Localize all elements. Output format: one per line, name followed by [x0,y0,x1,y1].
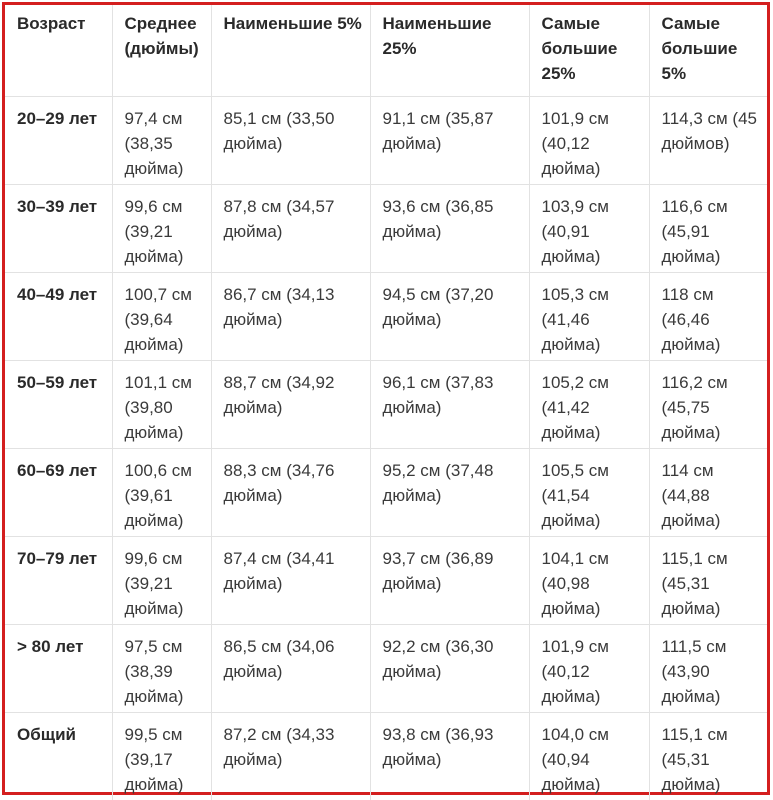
table-cell: 93,6 см (36,85 дюйма) [370,185,529,273]
table-cell: 85,1 см (33,50 дюйма) [211,97,370,185]
table-cell: 104,1 см (40,98 дюйма) [529,537,649,625]
waist-size-table [5,5,767,800]
table-row [5,273,767,361]
row-label: 20–29 лет [5,97,112,185]
table-cell: 87,4 см (34,41 дюйма) [211,537,370,625]
table-cell: 86,5 см (34,06 дюйма) [211,625,370,713]
table-cell: 94,5 см (37,20 дюйма) [370,273,529,361]
column-header-largest-5: Самые большие 5% [649,5,767,97]
table-cell: 105,2 см (41,42 дюйма) [529,361,649,449]
table-cell: 105,5 см (41,54 дюйма) [529,449,649,537]
table-cell: 99,6 см (39,21 дюйма) [112,185,211,273]
table-cell: 86,7 см (34,13 дюйма) [211,273,370,361]
table-row [5,185,767,273]
table-cell: 88,3 см (34,76 дюйма) [211,449,370,537]
row-label: 70–79 лет [5,537,112,625]
table-row [5,449,767,537]
column-header-mean: Среднее (дюймы) [112,5,211,97]
table-cell: 99,6 см (39,21 дюйма) [112,537,211,625]
row-label: > 80 лет [5,625,112,713]
table-row [5,97,767,185]
table-row [5,361,767,449]
table-cell: 87,2 см (34,33 дюйма) [211,713,370,800]
table-cell: 88,7 см (34,92 дюйма) [211,361,370,449]
table-cell: 100,6 см (39,61 дюйма) [112,449,211,537]
table-cell: 116,6 см (45,91 дюйма) [649,185,767,273]
table-cell: 114,3 см (45 дюймов) [649,97,767,185]
column-header-smallest-25: Наименьшие 25% [370,5,529,97]
data-table-frame [2,2,770,795]
table-cell: 92,2 см (36,30 дюйма) [370,625,529,713]
table-row [5,713,767,800]
table-cell: 95,2 см (37,48 дюйма) [370,449,529,537]
table-cell: 101,9 см (40,12 дюйма) [529,625,649,713]
table-cell: 100,7 см (39,64 дюйма) [112,273,211,361]
column-header-largest-25: Самые большие 25% [529,5,649,97]
table-cell: 93,7 см (36,89 дюйма) [370,537,529,625]
row-label: 50–59 лет [5,361,112,449]
table-cell: 101,1 см (39,80 дюйма) [112,361,211,449]
table-header-row [5,5,767,97]
table-row [5,537,767,625]
table-cell: 91,1 см (35,87 дюйма) [370,97,529,185]
table-cell: 118 см (46,46 дюйма) [649,273,767,361]
table-cell: 96,1 см (37,83 дюйма) [370,361,529,449]
table-cell: 115,1 см (45,31 дюйма) [649,537,767,625]
table-row [5,625,767,713]
column-header-smallest-5: Наименьшие 5% [211,5,370,97]
table-cell: 93,8 см (36,93 дюйма) [370,713,529,800]
table-cell: 115,1 см (45,31 дюйма) [649,713,767,800]
table-cell: 101,9 см (40,12 дюйма) [529,97,649,185]
column-header-age: Возраст [5,5,112,97]
table-cell: 114 см (44,88 дюйма) [649,449,767,537]
row-label: 60–69 лет [5,449,112,537]
table-cell: 111,5 см (43,90 дюйма) [649,625,767,713]
table-cell: 105,3 см (41,46 дюйма) [529,273,649,361]
table-cell: 99,5 см (39,17 дюйма) [112,713,211,800]
table-cell: 87,8 см (34,57 дюйма) [211,185,370,273]
table-cell: 103,9 см (40,91 дюйма) [529,185,649,273]
table-cell: 97,5 см (38,39 дюйма) [112,625,211,713]
row-label: 40–49 лет [5,273,112,361]
table-cell: 97,4 см (38,35 дюйма) [112,97,211,185]
row-label: 30–39 лет [5,185,112,273]
table-cell: 104,0 см (40,94 дюйма) [529,713,649,800]
table-cell: 116,2 см (45,75 дюйма) [649,361,767,449]
row-label: Общий [5,713,112,800]
